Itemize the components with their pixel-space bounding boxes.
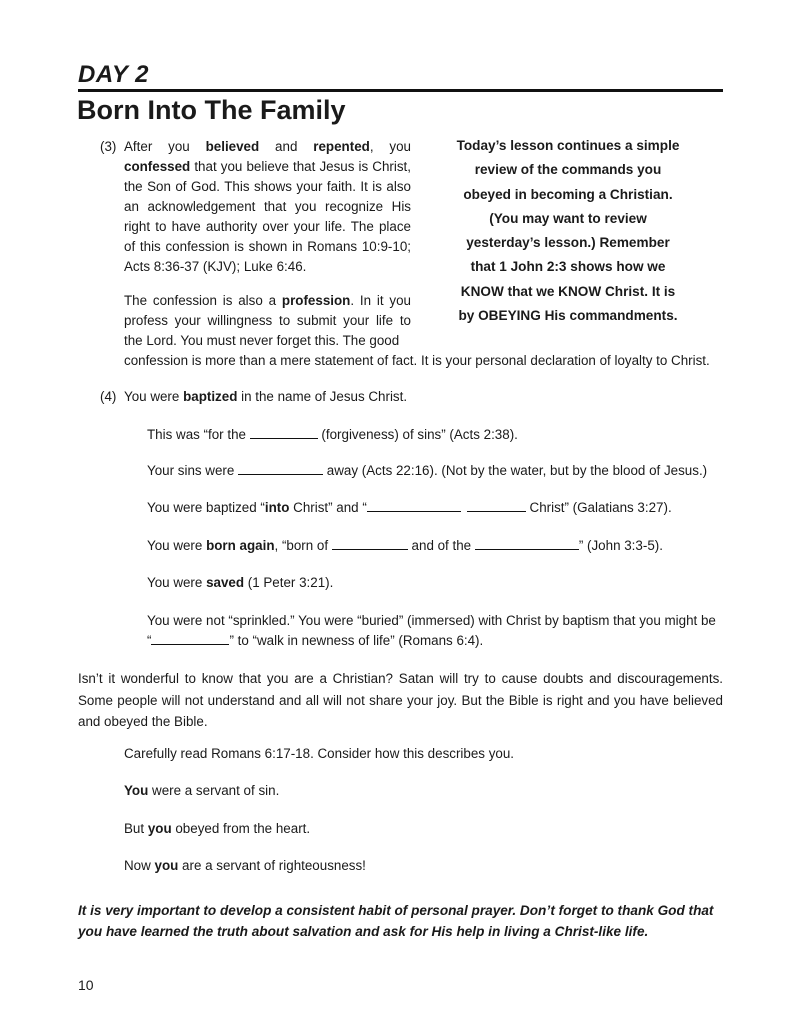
sidebar-line: KNOW that we KNOW Christ. It is [460, 283, 676, 299]
answer-blank[interactable] [475, 537, 579, 550]
answer-blank[interactable] [367, 499, 461, 512]
sidebar-line: obeyed in becoming a Christian. [463, 186, 673, 202]
day-label: DAY 2 [78, 61, 149, 88]
page-number: 10 [78, 977, 94, 993]
item-4-text: You were baptized in the name of Jesus Christ. [124, 389, 408, 404]
answer-blank[interactable] [238, 462, 323, 475]
fill-blank-line-2: Your sins were away (Acts 22:16). (Not by the water, but by the blood of Jesus.) [147, 463, 708, 478]
sidebar-line: that 1 John 2:3 shows how we [470, 259, 666, 275]
fill-blank-line-6: You were not “sprinkled.” You were “buried” (immersed) with Christ by baptism that you might be [147, 613, 716, 628]
page-title: Born Into The Family [77, 95, 346, 125]
item-3-paragraph: After you believed and repented, you confessed that you believe that Jesus is Christ, the Son of God. This shows your faith. It is also an acknowledgement that you recognize His right to have authority over your life. The place of this confession is shown in Romans 10:9-10; Acts 8:36-37 (KJV); Luke 6:46. [124, 139, 411, 274]
title-rule [78, 89, 723, 92]
sidebar-callout [452, 134, 684, 328]
answer-blank[interactable] [332, 537, 408, 550]
fill-blank-line-4: You were born again, “born of and of the ” (John 3:3-5). [147, 538, 663, 553]
sidebar-line: Today’s lesson continues a simple [456, 138, 680, 153]
romans-line-3: But you obeyed from the heart. [124, 821, 311, 836]
romans-line-4: Now you are a servant of righteousness! [124, 858, 366, 873]
profession-paragraph: The confession is also a profession. In it you profess your willingness to submit your life to the Lord. You must never forget this. The good [124, 293, 411, 348]
answer-blank[interactable] [151, 632, 229, 645]
closing-exhortation: It is very important to develop a consistent habit of personal prayer. Don’t forget to thank God that you have learned the truth about salvation and ask for His help in living a Christ-like life. [78, 903, 714, 939]
wonderful-paragraph: Isn’t it wonderful to know that you are a Christian? Satan will try to cause doubts and discouragements. Some people will not understand and all will not share your joy. But the Bible is right and you have believed and obeyed the Bible. [78, 671, 723, 729]
sidebar-line: review of the commands you [474, 162, 662, 178]
sidebar-line: by OBEYING His commandments. [458, 308, 678, 324]
romans-line-2: You were a servant of sin. [124, 783, 280, 798]
answer-blank[interactable] [250, 426, 318, 439]
fill-blank-line-7: “ ” to “walk in newness of life” (Romans 6:4). [147, 633, 484, 648]
sidebar-line: yesterday’s lesson.) Remember [466, 235, 670, 251]
fill-blank-line-1: This was “for the (forgiveness) of sins” (Acts 2:38). [147, 427, 518, 442]
answer-blank[interactable] [467, 499, 526, 512]
romans-instruction: Carefully read Romans 6:17-18. Consider how this describes you. [124, 746, 515, 761]
fill-blank-line-3: You were baptized “into Christ” and “ Christ” (Galatians 3:27). [147, 500, 672, 515]
item-number-3: (3) [100, 139, 117, 154]
sidebar-line: (You may want to review [489, 210, 647, 226]
profession-continuation: confession is more than a mere statement of fact. It is your personal declaration of loyalty to Christ. [124, 353, 710, 368]
item-number-4: (4) [100, 389, 117, 404]
fill-blank-line-5: You were saved (1 Peter 3:21). [147, 575, 334, 590]
